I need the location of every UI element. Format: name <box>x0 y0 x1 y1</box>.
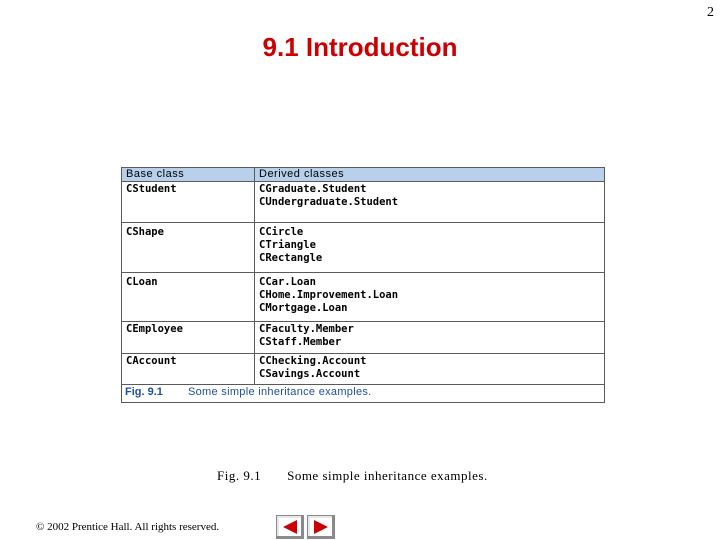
derived-classes-cell <box>255 182 605 223</box>
derived-classes-cell <box>255 273 605 322</box>
derived-class-item: CUndergraduate.Student <box>259 196 399 208</box>
derived-class-item: CSavings.Account <box>259 368 361 380</box>
base-class-cell: CEmployee <box>122 322 255 354</box>
slide-caption-label: Fig. 9.1 <box>217 468 262 483</box>
header-base-class: Base class <box>122 168 255 182</box>
derived-class-item: CFaculty.Member <box>259 323 354 335</box>
figure-caption <box>122 384 604 402</box>
derived-class-item: CRectangle <box>259 252 323 264</box>
table-row <box>122 182 604 223</box>
next-slide-button[interactable] <box>307 515 335 539</box>
table-row <box>122 322 604 354</box>
derived-classes-cell <box>255 322 605 354</box>
slide-caption-text: Some simple inheritance examples. <box>287 468 488 483</box>
figure-table-image <box>121 167 605 403</box>
derived-class-item: CTriangle <box>259 239 316 251</box>
base-class-cell: CShape <box>122 223 255 273</box>
derived-class-item: CGraduate.Student <box>259 183 367 195</box>
slide-navigation <box>276 515 335 539</box>
arrow-right-icon <box>312 519 330 535</box>
derived-class-item: CChecking.Account <box>259 355 367 367</box>
previous-slide-button[interactable] <box>276 515 304 539</box>
derived-class-item: CHome.Improvement.Loan <box>259 289 399 301</box>
derived-classes-cell <box>255 223 605 273</box>
base-class-cell: CAccount <box>122 354 255 385</box>
page-number: 2 <box>707 5 714 20</box>
derived-classes-cell <box>255 354 605 385</box>
slide-title: 9.1 Introduction <box>262 32 458 62</box>
table-row <box>122 354 604 385</box>
figure-caption-text: Some simple inheritance examples. <box>188 386 372 398</box>
figure-caption-label: Fig. 9.1 <box>125 386 163 398</box>
derived-class-item: CStaff.Member <box>259 336 342 348</box>
arrow-left-icon <box>281 519 299 535</box>
base-class-cell: CLoan <box>122 273 255 322</box>
table-row <box>122 273 604 322</box>
table-row <box>122 223 604 273</box>
derived-class-item: CCircle <box>259 226 304 238</box>
derived-class-item: CCar.Loan <box>259 276 316 288</box>
slide-caption <box>217 468 488 484</box>
derived-class-item: CMortgage.Loan <box>259 302 348 314</box>
header-derived-classes: Derived classes <box>255 168 605 182</box>
base-class-cell: CStudent <box>122 182 255 223</box>
inheritance-table <box>122 168 604 385</box>
copyright-notice: © 2002 Prentice Hall. All rights reserved. <box>36 521 220 533</box>
